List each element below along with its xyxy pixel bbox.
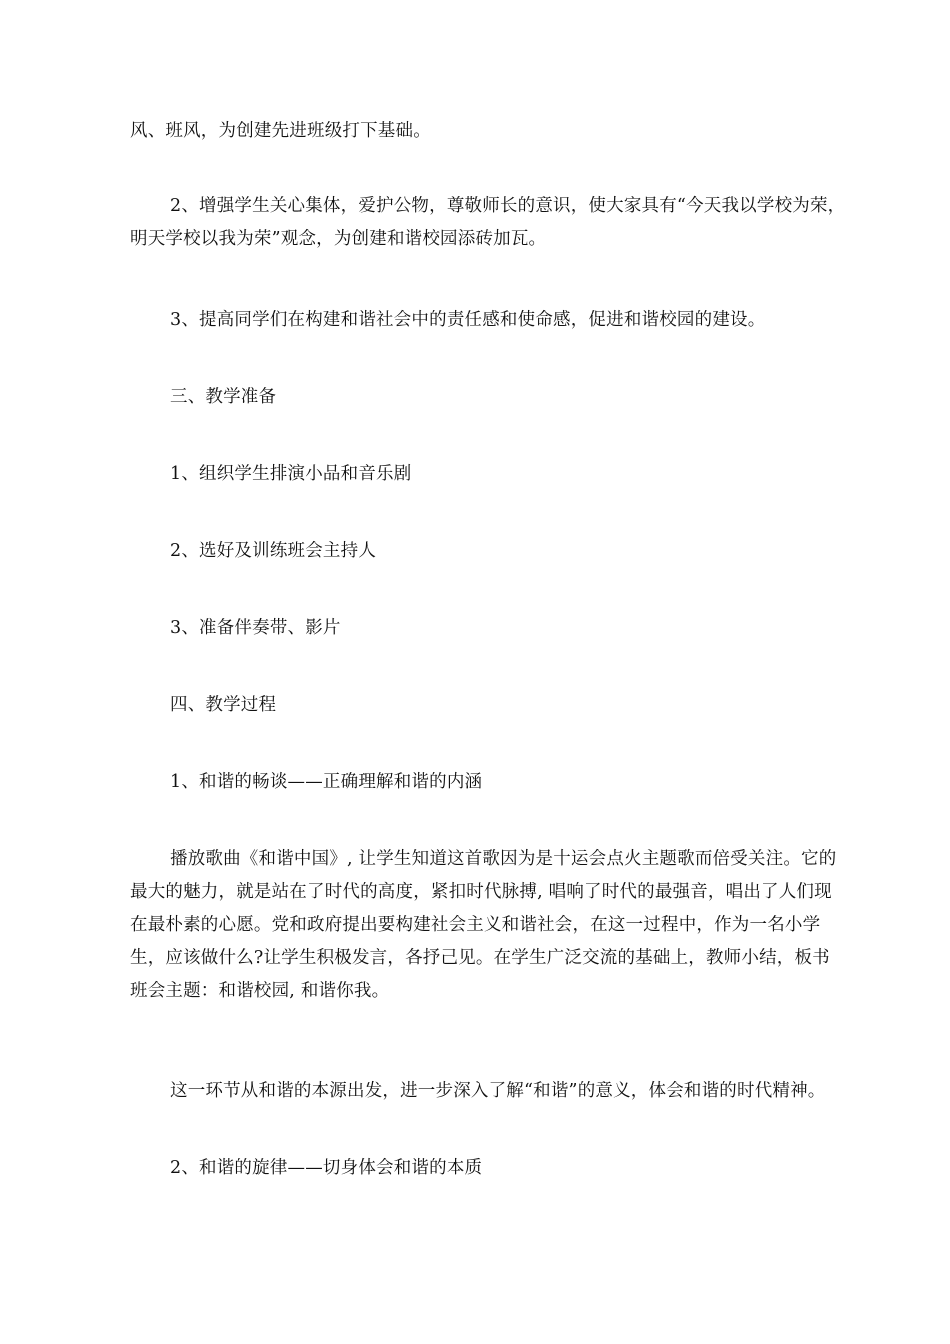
text-line: 3、提高同学们在构建和谐社会中的责任感和使命感，促进和谐校园的建设。	[170, 310, 766, 330]
paragraph-process-2	[130, 1152, 892, 1185]
paragraph-song-discussion	[130, 843, 892, 1008]
paragraph-goal-2	[130, 190, 892, 256]
paragraph-continuation	[130, 115, 892, 148]
heading-text: 三、教学准备	[170, 387, 277, 407]
text-line: 生，应该做什么?让学生积极发言，各抒己见。在学生广泛交流的基础上，教师小结，板书	[130, 948, 830, 968]
paragraph-prep-2	[130, 535, 892, 568]
text-line: 在最朴素的心愿。党和政府提出要构建社会主义和谐社会，在这一过程中，作为一名小学	[130, 915, 821, 935]
text-line: 3、准备伴奏带、影片	[170, 618, 341, 638]
paragraph-process-1	[130, 766, 892, 799]
heading-text: 四、教学过程	[170, 695, 277, 715]
section-heading-process	[130, 689, 892, 722]
text-line: 1、组织学生排演小品和音乐剧	[170, 464, 412, 484]
text-line: 2、选好及训练班会主持人	[170, 541, 377, 561]
paragraph-prep-1	[130, 458, 892, 491]
text-line: 播放歌曲《和谐中国》, 让学生知道这首歌因为是十运会点火主题歌而倍受关注。它的	[170, 849, 837, 869]
section-heading-preparation	[130, 381, 892, 414]
paragraph-goal-3	[130, 304, 892, 337]
paragraph-summary	[130, 1075, 892, 1108]
text-line: 班会主题：和谐校园, 和谐你我。	[130, 981, 390, 1001]
text-line: 最大的魅力，就是站在了时代的高度，紧扣时代脉搏, 唱响了时代的最强音，唱出了人们现	[130, 882, 832, 902]
text-line: 2、和谐的旋律——切身体会和谐的本质	[170, 1158, 483, 1178]
text-line: 风、班风，为创建先进班级打下基础。	[130, 121, 431, 141]
text-line: 1、和谐的畅谈——正确理解和谐的内涵	[170, 772, 483, 792]
paragraph-prep-3	[130, 612, 892, 645]
text-line: 这一环节从和谐的本源出发，进一步深入了解“和谐”的意义，体会和谐的时代精神。	[170, 1081, 826, 1101]
text-line: 2、增强学生关心集体，爱护公物，尊敬师长的意识，使大家具有“今天我以学校为荣，	[170, 196, 846, 216]
text-line: 明天学校以我为荣”观念，为创建和谐校园添砖加瓦。	[130, 229, 547, 249]
